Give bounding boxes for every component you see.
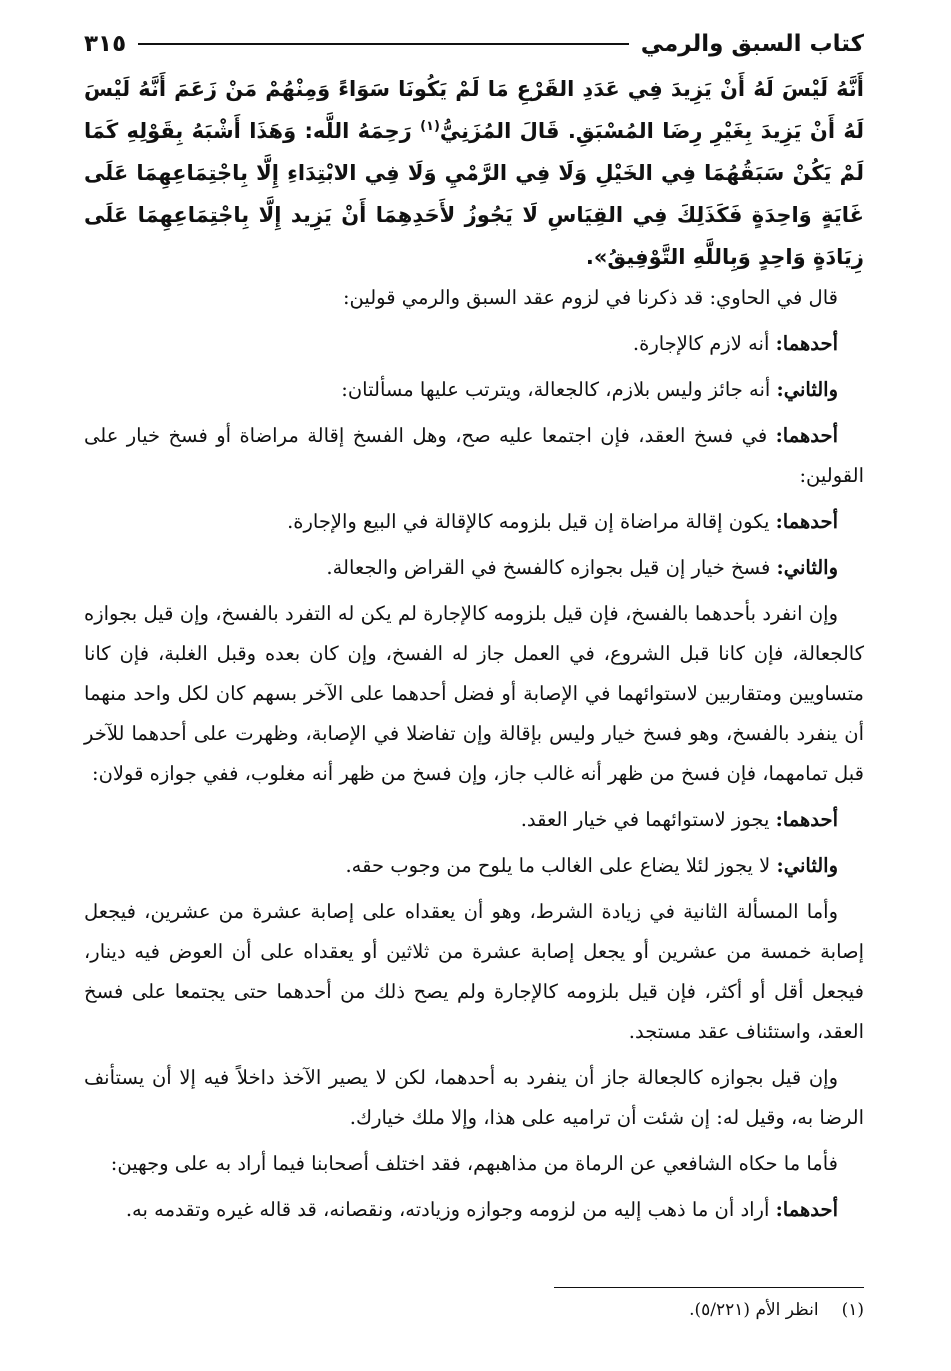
paragraph-label: أحدهما: (775, 510, 838, 533)
paragraph-text: أنه لازم كالإجارة. (632, 332, 776, 355)
paragraph-7 (84, 594, 864, 794)
matn-text (84, 68, 864, 278)
paragraph-4 (84, 416, 864, 496)
matn-part-2: رَحِمَهُ اللَّه: وَهَذَا أَشْبَهُ بِقَوْلِهِ كَمَا لَمْ يَكُنْ سَبَقُهُمَا فِي الخَيْلِ وَلَا فِي الرَّمْيِ وَلَا فِي الابْتِدَاءِ إِلَّا بِاجْتِمَاعِهِمَا عَلَى غَايَةٍ وَاحِدَةٍ فَكَذَلِكَ فِي القِيَاسِ لَا يَجُوزُ لأَحَدِهِمَا أَنْ يَزِيد إِلَّا بِاجْتِمَاعِهِمَا عَلَى زِيَادَةٍ وَاحِدٍ وَبِاللَّهِ التَّوْفِيقُ». (84, 119, 864, 269)
paragraph-10 (84, 892, 864, 1052)
paragraph-5 (84, 502, 864, 542)
page-header (84, 22, 864, 66)
footnote-reference[interactable]: (١) (420, 119, 440, 134)
paragraph-text: وإن قيل بجوازه كالجعالة جاز أن ينفرد به أحدهما، لكن لا يصير الآخذ داخلاً فيه إلا أن يستأنف الرضا به، وقيل له: إن شئت أن تراميه على هذا، وإلا ملك خيارك. (84, 1066, 864, 1129)
paragraph-3 (84, 370, 864, 410)
paragraph-label: أحدهما: (775, 332, 838, 355)
paragraph-text: وإن انفرد بأحدهما بالفسخ، فإن قيل بلزومه كالإجارة لم يكن له التفرد بالفسخ، وإن قيل بجوازه كالجعالة، فإن كانا قبل الشروع، في العمل جاز له الفسخ، وإن كان بعده وقبل الغلبة، فإن كانا متساويين ومتقاربين لاستوائهما في الإصابة أو فضل أحدهما على الآخر بسهم كان لكل واحد منهما أن ينفرد بالفسخ، وهو فسخ خيار وليس بإقالة وإن تفاضلا في الإصابة، وظهرت على أحدهما للآخر قبل تمامهما، فإن فسخ من ظهر أنه غالب جاز، وإن فسخ من ظهر أنه مغلوب، ففي جوازه قولان: (84, 602, 864, 785)
paragraph-label: والثاني: (776, 854, 838, 877)
paragraph-12 (84, 1144, 864, 1184)
paragraph-11 (84, 1058, 864, 1138)
paragraph-text: لا يجوز لئلا يضاع على الغالب ما يلوح من وجوب حقه. (345, 854, 777, 877)
paragraph-text: يكون إقالة مراضاة إن قيل بلزومه كالإقالة في البيع والإجارة. (287, 510, 776, 533)
paragraph-text: يجوز لاستوائهما في خيار العقد. (520, 808, 776, 831)
paragraph-text: أنه جائز وليس بلازم، كالجعالة، ويترتب عليها مسألتان: (341, 378, 777, 401)
paragraph-label: أحدهما: (775, 808, 838, 831)
footnote-text: انظر الأم (٥/٢٢١). (689, 1300, 819, 1320)
footnote-separator (554, 1287, 864, 1288)
paragraph-label: أحدهما: (775, 424, 838, 447)
paragraph-1 (84, 278, 864, 318)
footnote-number: (١) (841, 1300, 864, 1320)
book-page (84, 22, 864, 1342)
paragraph-text: في فسخ العقد، فإن اجتمعا عليه صح، وهل الفسخ إقالة مراضاة أو فسخ خيار على القولين: (84, 424, 864, 487)
paragraph-8 (84, 800, 864, 840)
paragraph-9 (84, 846, 864, 886)
paragraph-label: أحدهما: (775, 1198, 838, 1221)
header-rule (138, 43, 629, 45)
paragraph-text: أراد أن ما ذهب إليه من لزومه وجوازه وزيادته، ونقصانه، قد قاله غيره وتقدمه به. (125, 1198, 776, 1221)
paragraph-2 (84, 324, 864, 364)
paragraph-label: والثاني: (776, 378, 838, 401)
paragraph-6 (84, 548, 864, 588)
paragraph-text: فأما ما حكاه الشافعي عن الرماة من مذاهبهم، فقد اختلف أصحابنا فيما أراد به على وجهين: (110, 1152, 838, 1175)
paragraph-label: والثاني: (776, 556, 838, 579)
footnote (689, 1300, 864, 1320)
page-number: ٣١٥ (84, 31, 127, 57)
running-title: كتاب السبق والرمي (640, 31, 864, 57)
paragraph-text: فسخ خيار إن قيل بجوازه كالفسخ في القراض والجعالة. (326, 556, 777, 579)
paragraph-text: قال في الحاوي: قد ذكرنا في لزوم عقد السبق والرمي قولين: (342, 286, 838, 309)
commentary-body (84, 278, 864, 1230)
matn-part-1: أَنَّهُ لَيْسَ لَهُ أَنْ يَزِيدَ فِي عَدَدِ القَرْعِ مَا لَمْ يَكُونَا سَوَاءً وَمِنْهُمْ مَنْ زَعَمَ أَنَّهُ لَيْسَ لَهُ أَنْ يَزِيدَ بِغَيْرِ رِضَا المُسْبَقِ. قَالَ المُزَنِيُّ (84, 77, 865, 143)
paragraph-13 (84, 1190, 864, 1230)
paragraph-text: وأما المسألة الثانية في زيادة الشرط، وهو أن يعقداه على إصابة عشرة من عشرين، فيجعل إصابة خمسة من عشرين أو يجعل إصابة عشرة من ثلاثين أو يعقداه على أن العوض فيه دينار، فيجعل أقل أو أكثر، فإن قيل بلزومه كالإجارة ولم يصح ذلك من أحدهما حتى يجتمعا على فسخ العقد، واستئناف عقد مستجد. (84, 900, 864, 1043)
